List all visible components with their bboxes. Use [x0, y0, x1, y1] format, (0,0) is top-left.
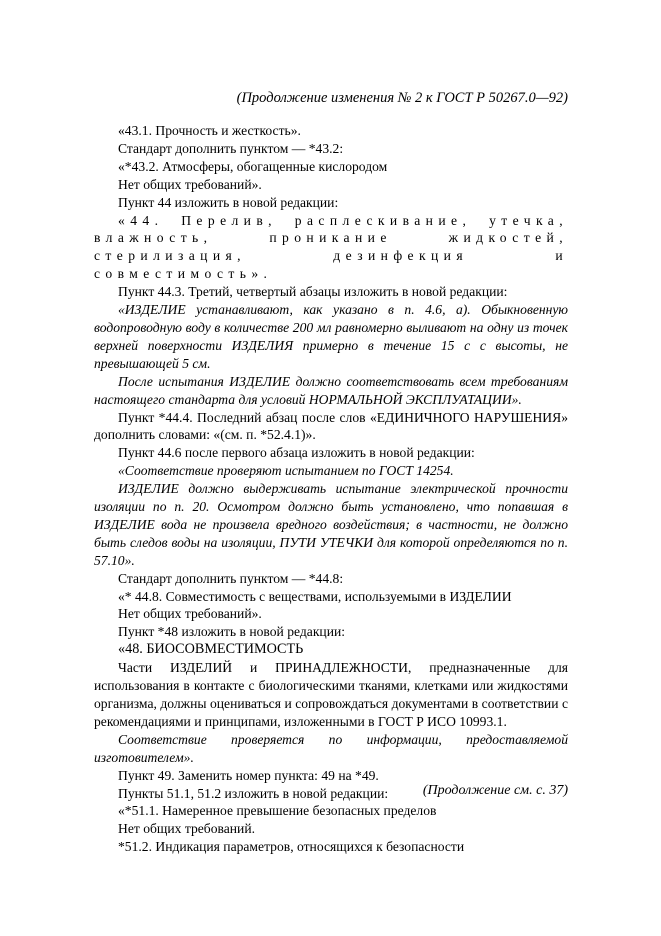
paragraph-compliance-14254: «Соответствие проверяют испытанием по ГОСТ 14254.	[118, 463, 454, 479]
paragraph-43-2-title: «*43.2. Атмосферы, обогащенные кислородом	[118, 158, 388, 174]
paragraph-add-44-8: Стандарт дополнить пунктом — *44.8:	[118, 570, 344, 586]
page-footer-continuation: (Продолжение см. с. 37)	[422, 783, 568, 798]
paragraph-48-text: Части ИЗДЕЛИЙ и ПРИНАДЛЕЖНОСТИ, предназначенные для использования в контакте с биологическими тканями, клетками или жидкостями организма, должны оцениваться и сопровождаться документами в соответствии с рекомендациями и принципами, изложенными в ГОСТ Р ИСО 10993.1.	[94, 660, 568, 729]
paragraph-48-compliance: Соответствие проверяется по информации, предоставляемой изготовителем».	[94, 731, 568, 765]
page-header: (Продолжение изменения № 2 к ГОСТ Р 50267.0—92)	[236, 90, 568, 106]
paragraph-no-general-req-2: Нет общих требований».	[118, 606, 262, 622]
paragraph-insulation-test: ИЗДЕЛИЕ должно выдерживать испытание электрической прочности изоляции по п. 20. Осмотром должно быть установлено, что попавшая в ИЗДЕЛИЕ вода не произвела вредного воздействия; в частности, не должно быть следов воды на изоляции, ПУТИ УТЕЧКИ для которой определяются по п. 57.10».	[94, 481, 568, 568]
paragraph-44-8-title: «* 44.8. Совместимость с веществами, используемыми в ИЗДЕЛИИ	[118, 588, 512, 604]
paragraph-44-new-edition: Пункт 44 изложить в новой редакции:	[118, 194, 339, 210]
paragraph-48-title: «48. БИОСОВМЕСТИМОСТЬ	[118, 641, 304, 658]
paragraph-48-new-edition: Пункт *48 изложить в новой редакции:	[118, 624, 346, 640]
paragraph-43-1: «43.1. Прочность и жесткость».	[118, 123, 301, 138]
paragraph-44-title: «44. Перелив, расплескивание, утечка, влажность, проникание жидкостей, стерилизация, дезинфекция и совместимость».	[94, 212, 568, 282]
document-body	[94, 122, 568, 856]
paragraph-44-3-text: «ИЗДЕЛИЕ устанавливают, как указано в п. 4.6, а). Обыкновенную водопроводную воду в количестве 200 мл равномерно выливают на одну из точек верхней поверхности ИЗДЕЛИЯ примерно в течение 15 с с высоты, не превышающей 5 см.	[94, 302, 568, 371]
paragraph-no-general-req-1: Нет общих требований».	[118, 176, 262, 192]
paragraph-after-test: После испытания ИЗДЕЛИЕ должно соответствовать всем требованиям настоящего стандарта для условий НОРМАЛЬНОЙ ЭКСПЛУАТАЦИИ».	[94, 373, 568, 407]
paragraph-51-1-title: «*51.1. Намеренное превышение безопасных пределов	[118, 803, 437, 819]
paragraph-no-general-req-3: Нет общих требований.	[118, 821, 255, 837]
paragraph-44-4: Пункт *44.4. Последний абзац после слов «ЕДИНИЧНОГО НАРУШЕНИЯ» дополнить словами: «(см. п. *52.4.1)».	[94, 409, 568, 443]
paragraph-51-2-title: *51.2. Индикация параметров, относящихся к безопасности	[118, 839, 465, 855]
paragraph-49: Пункт 49. Заменить номер пункта: 49 на *49.	[118, 767, 379, 783]
paragraph-add-43-2: Стандарт дополнить пунктом — *43.2:	[118, 140, 344, 156]
paragraph-44-6: Пункт 44.6 после первого абзаца изложить в новой редакции:	[118, 445, 475, 461]
paragraph-44-3: Пункт 44.3. Третий, четвертый абзацы изложить в новой редакции:	[118, 284, 508, 300]
paragraph-51: Пункты 51.1, 51.2 изложить в новой редакции:	[118, 785, 389, 801]
